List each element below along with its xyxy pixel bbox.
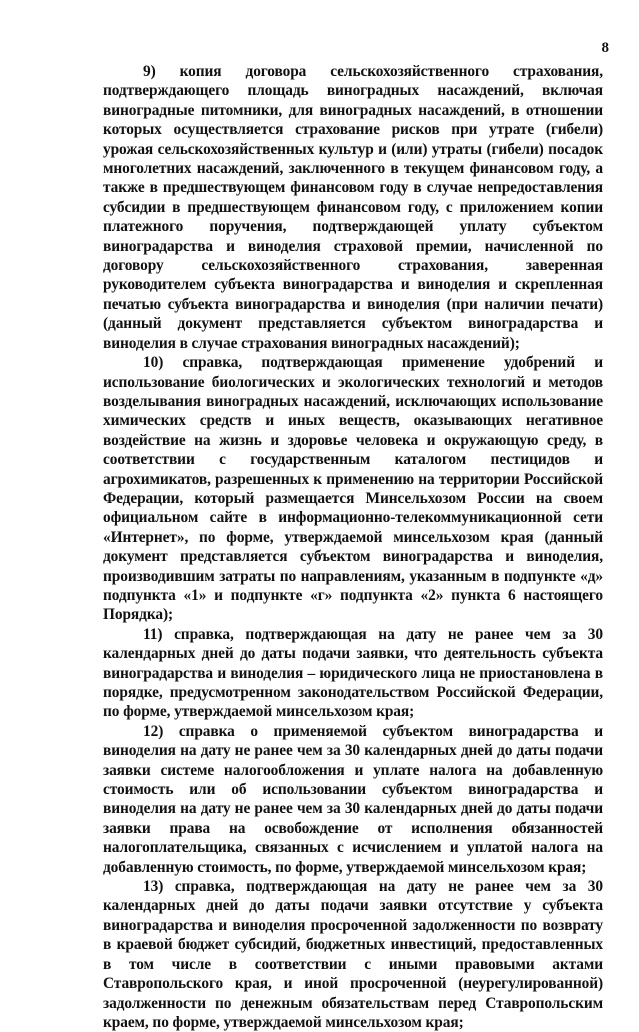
paragraph-item-11: 11) справка, подтверждающая на дату не ранее чем за 30 календарных дней до даты подачи заявки, что деятельность субъекта виноградарства и виноделия – юридического лица не приостановлена в порядке, предусмотренном законодательством Российской Федерации, по форме, утверждаемой минсельхозом края; bbox=[103, 625, 603, 721]
paragraph-item-10: 10) справка, подтверждающая применение удобрений и использование биологических и экологических технологий и методов возделывания виноградных насаждений, исключающих использование химических средств и иных веществ, оказывающих негативное воздействие на жизнь и здоровье человека и окружающую среду, в соответствии с государственным каталогом пестицидов и агрохимикатов, разрешенных к применению на территории Российской Федерации, который размещается Минсельхозом России на своем официальном сайте в информационно-телекоммуникационной сети «Интернет», по форме, утверждаемой минсельхозом края (данный документ представляется субъектом виноградарства и виноделия, производившим затраты по направлениям, указанным в подпункте «д» подпункта «1» и подпункте «г» подпункта «2» пункта 6 настоящего Порядка); bbox=[103, 354, 603, 624]
paragraph-item-9: 9) копия договора сельскохозяйственного страхования, подтверждающего площадь виноградных насаждений, включая виноградные питомники, для виноградных насаждений, в отношении которых осуществляется страхование рисков при утрате (гибели) урожая сельскохозяйственных культур и (или) утраты (гибели) посадок многолетних насаждений, заключенного в текущем финансовом году, а также в предшествующем финансовом году в случае непредоставления субсидии в предшествующем финансовом году, с приложением копии платежного поручения, подтверждающей уплату субъектом виноградарства и виноделия страховой премии, начисленной по договору сельскохозяйственного страхования, заверенная руководителем субъекта виноградарства и виноделия и скрепленная печатью субъекта виноградарства и виноделия (при наличии печати) (данный документ представляется субъектом виноградарства и виноделия в случае страхования виноградных насаждений); bbox=[103, 63, 603, 352]
page-number: 8 bbox=[601, 40, 609, 56]
paragraph-item-13: 13) справка, подтверждающая на дату не ранее чем за 30 календарных дней до даты подачи заявки отсутствие у субъекта виноградарства и виноделия просроченной задолженности по возврату в краевой бюджет субсидий, бюджетных инвестиций, предоставленных в том числе в соответствии с иными правовыми актами Ставропольского края, и иной просроченной (неурегулированной) задолженности по денежным обязательствам перед Ставропольским краем, по форме, утверждаемой минсельхозом края; bbox=[103, 878, 603, 1031]
paragraph-item-12: 12) справка о применяемой субъектом виноградарства и виноделия на дату не ранее чем за 30 календарных дней до даты подачи заявки системе налогообложения и уплате налога на добавленную стоимость или об использовании субъектом виноградарства и виноделия на дату не ранее чем за 30 календарных дней до даты подачи заявки права на освобождение от исполнения обязанностей налогоплательщика, связанных с исчислением и уплатой налога на добавленную стоимость, по форме, утверждаемой минсельхозом края; bbox=[103, 722, 603, 876]
document-body bbox=[103, 62, 603, 1032]
